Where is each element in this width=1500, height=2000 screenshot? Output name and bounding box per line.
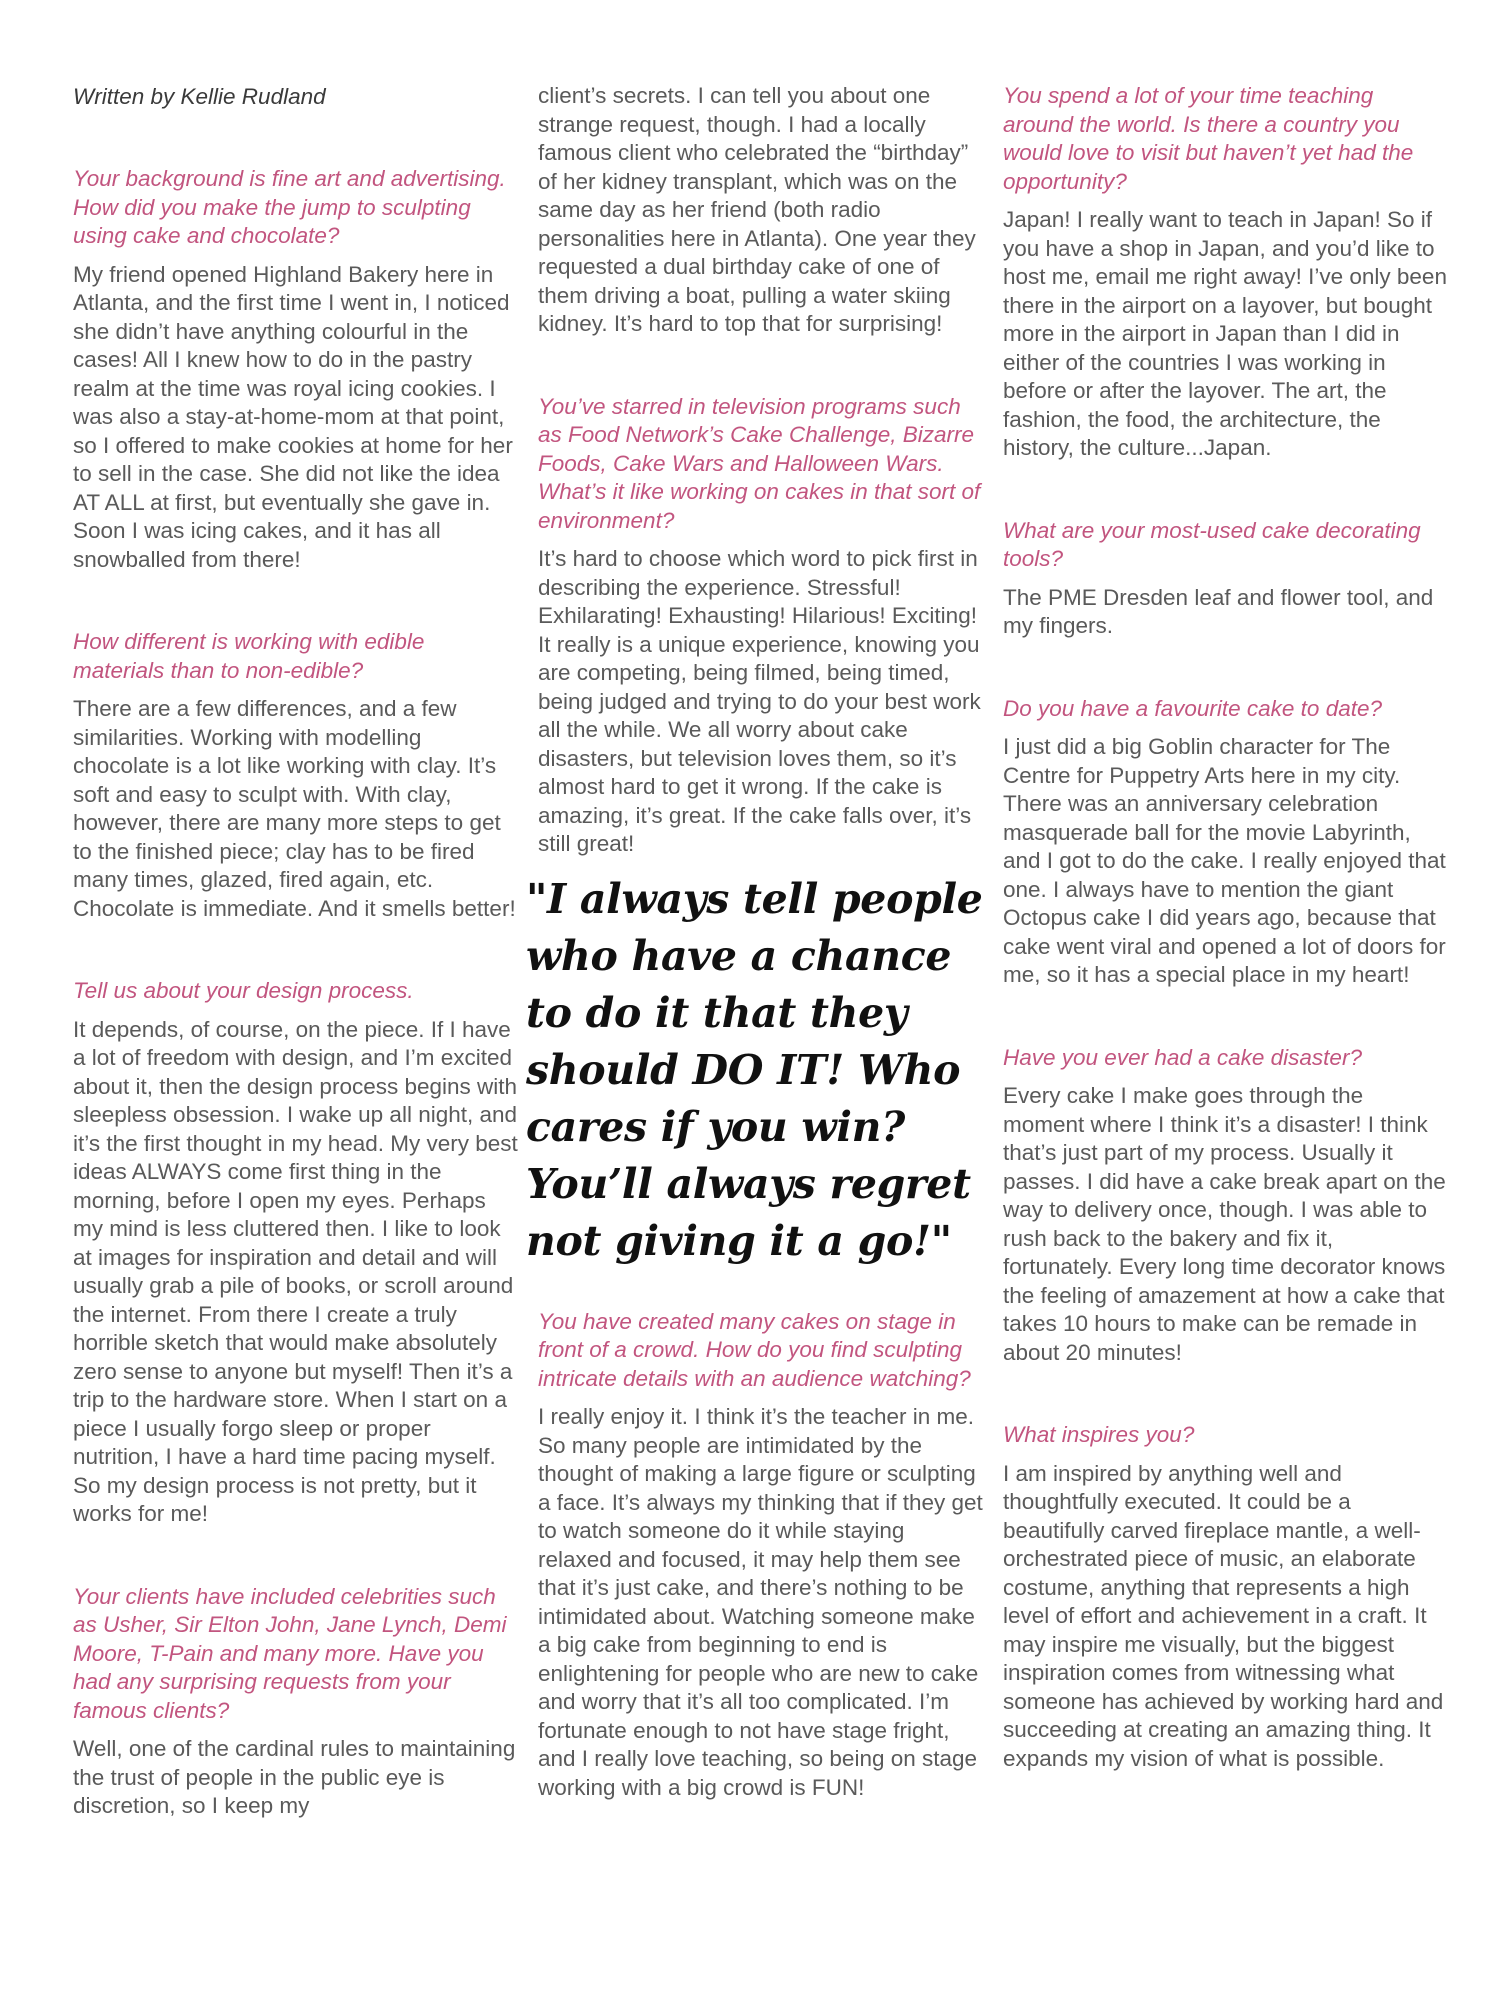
- answer-celebrity-clients-continued: client’s secrets. I can tell you about one strange request, though. I had a locally famous client who celebrated the “birthday” of her kidney transplant, which was on the same day as her friend (both radio personalities here in Atlanta). One year they requested a dual birthday cake of one of them driving a boat, pulling a water skiing kidney. It’s hard to top that for surprising!: [538, 83, 976, 336]
- answer-design-process: It depends, of course, on the piece. If I have a lot of freedom with design, and I’m excited about it, then the design process begins with sleepless obsession. I wake up all night, and it’s the first thought in my head. My very best ideas ALWAYS come first thing in the morning, before I open my eyes. Perhaps my mind is less cluttered then. I like to look at images for inspiration and detail and will usually grab a pile of books, or scroll around the internet. From there I create a truly horrible sketch that would make absolutely zero sense to anyone but myself! Then it’s a trip to the hardware store. When I start on a piece I usually forgo sleep or proper nutrition, I have a hard time pacing myself. So my design process is not pretty, but it works for me!: [73, 1016, 518, 1526]
- article-column-1: [73, 82, 518, 1821]
- question-background: Your background is fine art and advertising. How did you make the jump to sculpting using cake and chocolate?: [73, 166, 506, 248]
- question-television: You’ve starred in television programs such as Food Network’s Cake Challenge, Bizarre Foods, Cake Wars and Halloween Wars. What’s it like working on cakes in that sort of environment?: [538, 393, 981, 533]
- question-celebrity-clients: Your clients have included celebrities such as Usher, Sir Elton John, Jane Lynch, Demi Moore, T-Pain and many more. Have you had any surprising requests from your famous clients?: [73, 1583, 507, 1723]
- article-column-2: [526, 82, 983, 1802]
- answer-television: It’s hard to choose which word to pick first in describing the experience. Stressful! Exhilarating! Exhausting! Hilarious! Exciting! It really is a unique experience, knowing you are competing, being filmed, being timed, being judged and trying to do your best work all the while. We all worry about cake disasters, but television loves them, so it’s almost hard to get it wrong. If the cake is amazing, it’s great. If the cake falls over, it’s still great!: [538, 546, 981, 856]
- question-design-process: Tell us about your design process.: [73, 978, 414, 1003]
- answer-background: My friend opened Highland Bakery here in Atlanta, and the first time I went in, I noticed she didn’t have anything colourful in the cases! All I knew how to do in the pastry realm at the time was royal icing cookies. I was also a stay-at-home-mom at that point, so I offered to make cookies at home for her to sell in the case. She did not like the idea AT ALL at first, but eventually she gave in. Soon I was icing cakes, and it has all snowballed from there!: [73, 261, 513, 572]
- answer-cake-disaster: Every cake I make goes through the moment where I think it’s a disaster! I think that’s just part of my process. Usually it passes. I did have a cake break apart on the way to delivery once, though. I was able to rush back to the bakery and fix it, fortunately. Every long time decorator knows the feeling of amazement at how a cake that takes 10 hours to make can be remade in about 20 minutes!: [1003, 1083, 1446, 1365]
- answer-favourite-cake: I just did a big Goblin character for The Centre for Puppetry Arts here in my city. There was an anniversary celebration masquerade ball for the movie Labyrinth, and I got to do the cake. I really enjoyed that one. I always have to mention the giant Octopus cake I did years ago, because that cake went viral and opened a lot of doors for me, so it has a special place in my heart!: [1003, 734, 1446, 987]
- answer-edible-materials: There are a few differences, and a few similarities. Working with modelling chocolate is a lot like working with clay. It’s soft and easy to sculpt with. With clay, however, there are many more steps to get to the finished piece; clay has to be fired many times, glazed, fired again, etc. Chocolate is immediate. And it smells better!: [73, 696, 516, 921]
- article-column-3: [1003, 82, 1448, 1773]
- question-inspiration: What inspires you?: [1003, 1422, 1195, 1447]
- answer-teaching-country: Japan! I really want to teach in Japan! So if you have a shop in Japan, and you’d like to host me, email me right away! I’ve only been there in the airport on a layover, but bought more in the airport in Japan than I did in either of the countries I was working in before or after the layover. The art, the fashion, the food, the architecture, the history, the culture...Japan.: [1003, 207, 1447, 460]
- question-cake-disaster: Have you ever had a cake disaster?: [1003, 1044, 1362, 1070]
- question-decorating-tools: What are your most-used cake decorating tools?: [1003, 517, 1421, 571]
- question-stage-audience: You have created many cakes on stage in front of a crowd. How do you find sculpting intricate details with an audience watching?: [538, 1308, 971, 1391]
- answer-stage-audience: I really enjoy it. I think it’s the teacher in me. So many people are intimidated by the thought of making a large figure or sculpting a face. It’s always my thinking that if they get to watch someone do it while staying relaxed and focused, it may help them see that it’s just cake, and there’s nothing to be intimidated about. Watching someone make a big cake from beginning to end is enlightening for people who are new to cake and worry that it’s all too complicated. I’m fortunate enough to not have stage fright, and I really love teaching, so being on stage working with a big crowd is FUN!: [538, 1404, 983, 1800]
- question-favourite-cake: Do you have a favourite cake to date?: [1003, 695, 1382, 721]
- question-teaching-country: You spend a lot of your time teaching around the world. Is there a country you would love to visit but haven’t yet had the opportunity?: [1003, 83, 1414, 194]
- answer-decorating-tools: The PME Dresden leaf and flower tool, and my fingers.: [1003, 584, 1434, 638]
- pull-quote: "I always tell people who have a chance to do it that they should DO IT! Who cares if you win? You’ll always regret not giving it a go!": [526, 874, 983, 1265]
- answer-celebrity-clients: Well, one of the cardinal rules to maintaining the trust of people in the public eye is discretion, so I keep my: [73, 1736, 516, 1818]
- answer-inspiration: I am inspired by anything well and thoughtfully executed. It could be a beautifully carved fireplace mantle, a well-orchestrated piece of music, an elaborate costume, anything that represents a high level of effort and achievement in a craft. It may inspire me visually, but the biggest inspiration comes from witnessing what someone has achieved by working hard and succeeding at creating an amazing thing. It expands my vision of what is possible.: [1003, 1460, 1444, 1771]
- question-edible-materials: How different is working with edible materials than to non-edible?: [73, 629, 425, 683]
- byline: Written by Kellie Rudland: [73, 84, 326, 109]
